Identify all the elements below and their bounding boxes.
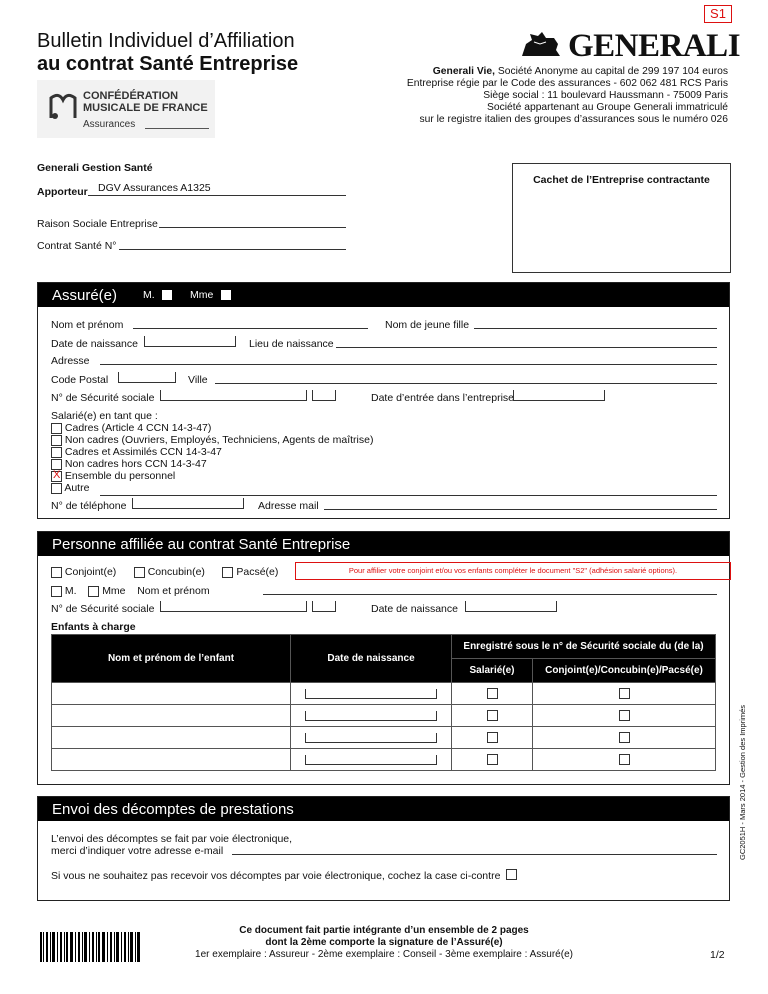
secu-label: N° de Sécurité sociale bbox=[51, 392, 155, 404]
col-nom: Nom et prénom de l’enfant bbox=[52, 635, 291, 683]
envoi-title: Envoi des décomptes de prestations bbox=[52, 801, 294, 818]
salarie-checkbox[interactable] bbox=[487, 710, 498, 721]
enfant-date-cell[interactable] bbox=[291, 749, 452, 771]
table-row bbox=[52, 749, 716, 771]
date-naissance-label: Date de naissance bbox=[51, 338, 138, 350]
page-number: 1/2 bbox=[710, 949, 725, 961]
form-code-badge: S1 bbox=[704, 5, 732, 23]
concubin-label: Concubin(e) bbox=[147, 566, 205, 578]
lion-icon bbox=[520, 30, 562, 58]
salarie-checkbox[interactable] bbox=[487, 688, 498, 699]
relation-options bbox=[51, 566, 278, 578]
footer-line2: dont la 2ème comporte la signature de l’Assuré(e) bbox=[265, 937, 503, 948]
code-postal-field[interactable] bbox=[118, 372, 176, 383]
partner-logo bbox=[37, 80, 215, 138]
envoi-header bbox=[38, 797, 729, 821]
envoi-line1: L’envoi des décomptes se fait par voie électronique, bbox=[51, 833, 293, 845]
salarie-label: Salarié(e) en tant que : bbox=[51, 410, 158, 422]
music-note-icon bbox=[47, 90, 81, 122]
enfants-table bbox=[51, 634, 716, 771]
category-checkbox[interactable] bbox=[51, 423, 62, 434]
date-entree-field[interactable] bbox=[513, 390, 605, 401]
personne-secu-key-field[interactable] bbox=[312, 601, 336, 612]
footer bbox=[0, 925, 768, 961]
personne-date-label: Date de naissance bbox=[371, 603, 458, 615]
lieu-naissance-field[interactable] bbox=[336, 347, 717, 348]
personne-secu-label: N° de Sécurité sociale bbox=[51, 603, 155, 615]
nom-jeune-fille-field[interactable] bbox=[474, 328, 717, 329]
form-title: Bulletin Individuel d’Affiliation bbox=[37, 30, 295, 52]
enfant-date-cell[interactable] bbox=[291, 683, 452, 705]
ville-label: Ville bbox=[188, 374, 208, 386]
envoi-section bbox=[37, 796, 730, 901]
category-label: Autre bbox=[64, 482, 90, 494]
salarie-checkbox[interactable] bbox=[487, 732, 498, 743]
autre-field[interactable] bbox=[100, 495, 717, 496]
col-date: Date de naissance bbox=[291, 635, 452, 683]
form-reference: GC2051H - Mars 2014 - Gestion des Imprimés bbox=[738, 704, 747, 860]
date-naissance-field[interactable] bbox=[144, 336, 236, 347]
adresse-label: Adresse bbox=[51, 355, 90, 367]
enfant-nom-cell[interactable] bbox=[52, 749, 291, 771]
table-row bbox=[52, 705, 716, 727]
envoi-line3: Si vous ne souhaitez pas recevoir vos décomptes par voie électronique, cochez la case ci-contre bbox=[51, 870, 501, 882]
envoi-email-field[interactable] bbox=[232, 854, 717, 855]
company-group: Société appartenant au Groupe Generali immatriculé bbox=[487, 102, 728, 113]
telephone-label: N° de téléphone bbox=[51, 500, 127, 512]
conjoint-checkbox[interactable] bbox=[619, 710, 630, 721]
category-checkbox-checked[interactable]: X bbox=[53, 468, 61, 481]
secu-field[interactable] bbox=[160, 390, 307, 401]
ville-field[interactable] bbox=[215, 383, 717, 384]
civilite-options bbox=[51, 585, 210, 597]
assure-title: Assuré(e) bbox=[52, 287, 118, 304]
pacse-checkbox[interactable] bbox=[222, 567, 233, 578]
category-item bbox=[51, 434, 373, 446]
nom-prenom-label: Nom et prénom bbox=[51, 319, 124, 331]
category-item bbox=[51, 458, 373, 470]
company-capital: Société Anonyme au capital de 299 197 104 euros bbox=[495, 66, 728, 77]
email-field[interactable] bbox=[324, 509, 717, 510]
assure-m-checkbox[interactable] bbox=[162, 290, 172, 300]
partner-line2: MUSICALE DE FRANCE bbox=[83, 102, 208, 114]
apporteur-label: Apporteur bbox=[37, 186, 88, 198]
generali-logo bbox=[520, 28, 741, 64]
code-postal-label: Code Postal bbox=[51, 374, 109, 386]
pacse-label: Pacsé(e) bbox=[236, 566, 279, 578]
nom-prenom-field[interactable] bbox=[133, 328, 368, 329]
personne-section bbox=[37, 531, 730, 785]
category-checkbox[interactable] bbox=[51, 483, 62, 494]
enfant-date-cell[interactable] bbox=[291, 705, 452, 727]
raison-sociale-label: Raison Sociale Entreprise bbox=[37, 218, 158, 230]
enfants-label: Enfants à charge bbox=[51, 621, 136, 633]
enfant-date-cell[interactable] bbox=[291, 727, 452, 749]
secu-key-field[interactable] bbox=[312, 390, 336, 401]
col-salarie: Salarié(e) bbox=[452, 659, 533, 683]
personne-mme-checkbox[interactable] bbox=[88, 586, 99, 597]
adresse-field[interactable] bbox=[100, 364, 717, 365]
opt-out-checkbox[interactable] bbox=[506, 869, 517, 880]
enfant-nom-cell[interactable] bbox=[52, 727, 291, 749]
category-checkbox[interactable] bbox=[51, 447, 62, 458]
personne-m-checkbox[interactable] bbox=[51, 586, 62, 597]
personne-secu-field[interactable] bbox=[160, 601, 307, 612]
personne-mme-label: Mme bbox=[102, 585, 126, 597]
gestion-label: Generali Gestion Santé bbox=[37, 162, 153, 174]
conjoint-label: Conjoint(e) bbox=[64, 566, 117, 578]
nom-jeune-fille-label: Nom de jeune fille bbox=[385, 319, 470, 331]
cachet-box[interactable] bbox=[512, 163, 731, 273]
category-item bbox=[51, 422, 373, 434]
assure-header bbox=[38, 283, 729, 307]
category-item bbox=[51, 470, 373, 482]
category-checkbox[interactable] bbox=[51, 435, 62, 446]
conjoint-checkbox[interactable] bbox=[619, 732, 630, 743]
salarie-checkbox[interactable] bbox=[487, 754, 498, 765]
apporteur-value: DGV Assurances A1325 bbox=[98, 182, 211, 194]
assure-m-label: M. bbox=[143, 289, 155, 301]
partner-line3: Assurances bbox=[83, 119, 136, 130]
conjoint-checkbox[interactable] bbox=[619, 754, 630, 765]
enfant-nom-cell[interactable] bbox=[52, 683, 291, 705]
table-row bbox=[52, 683, 716, 705]
lieu-naissance-label: Lieu de naissance bbox=[249, 338, 334, 350]
partner-line1: CONFÉDÉRATION bbox=[83, 90, 179, 102]
enfant-nom-cell[interactable] bbox=[52, 705, 291, 727]
date-entree-label: Date d’entrée dans l’entreprise bbox=[371, 392, 515, 404]
company-address: Siège social : 11 boulevard Haussmann - 75009 Paris bbox=[483, 90, 728, 101]
conjoint-checkbox[interactable] bbox=[51, 567, 62, 578]
category-label: Non cadres hors CCN 14-3-47 bbox=[64, 458, 207, 470]
table-row bbox=[52, 727, 716, 749]
company-info bbox=[348, 66, 728, 126]
category-item bbox=[51, 482, 373, 494]
assure-mme-checkbox[interactable] bbox=[221, 290, 231, 300]
form-subtitle: au contrat Santé Entreprise bbox=[37, 53, 299, 75]
category-label: Non cadres (Ouvriers, Employés, Techniciens, Agents de maîtrise) bbox=[64, 434, 374, 446]
envoi-line2: merci d’indiquer votre adresse e-mail bbox=[51, 845, 224, 857]
footer-line3: 1er exemplaire : Assureur - 2ème exemplaire : Conseil - 3ème exemplaire : Assuré(e) bbox=[195, 949, 573, 960]
category-label: Cadres et Assimilés CCN 14-3-47 bbox=[64, 446, 222, 458]
telephone-field[interactable] bbox=[132, 498, 244, 509]
footer-line1: Ce document fait partie intégrante d’un ensemble de 2 pages bbox=[239, 925, 529, 936]
personne-header bbox=[38, 532, 729, 556]
personne-title: Personne affiliée au contrat Santé Entreprise bbox=[52, 536, 351, 553]
personne-nom-label: Nom et prénom bbox=[137, 585, 210, 597]
brand-name: GENERALI bbox=[568, 28, 741, 64]
assure-section bbox=[37, 282, 730, 519]
contrat-label: Contrat Santé N° bbox=[37, 240, 117, 252]
contrat-field[interactable] bbox=[119, 249, 346, 250]
category-item bbox=[51, 446, 373, 458]
company-name: Generali Vie, bbox=[432, 66, 495, 77]
company-registry: sur le registre italien des groupes d’assurances sous le numéro 026 bbox=[419, 114, 728, 125]
concubin-checkbox[interactable] bbox=[134, 567, 145, 578]
personne-m-label: M. bbox=[64, 585, 77, 597]
affiliation-notice: Pour affilier votre conjoint et/ou vos enfants compléter le document "S2" (adhésion salarié options). bbox=[295, 562, 731, 580]
raison-sociale-field[interactable] bbox=[159, 227, 346, 228]
apporteur-field[interactable] bbox=[88, 195, 346, 196]
email-label: Adresse mail bbox=[258, 500, 319, 512]
col-enreg: Enregistré sous le n° de Sécurité sociale du (de la) bbox=[452, 635, 716, 659]
personne-nom-field[interactable] bbox=[263, 594, 717, 595]
conjoint-checkbox[interactable] bbox=[619, 688, 630, 699]
categories-list bbox=[51, 422, 373, 494]
assure-mme-label: Mme bbox=[190, 289, 214, 301]
col-conjoint: Conjoint(e)/Concubin(e)/Pacsé(e) bbox=[533, 659, 716, 683]
category-label: Ensemble du personnel bbox=[64, 470, 176, 482]
cachet-label: Cachet de l’Entreprise contractante bbox=[533, 174, 710, 186]
company-rcs: Entreprise régie par le Code des assurances - 602 062 481 RCS Paris bbox=[406, 78, 728, 89]
category-label: Cadres (Article 4 CCN 14-3-47) bbox=[64, 422, 212, 434]
personne-date-field[interactable] bbox=[465, 601, 557, 612]
